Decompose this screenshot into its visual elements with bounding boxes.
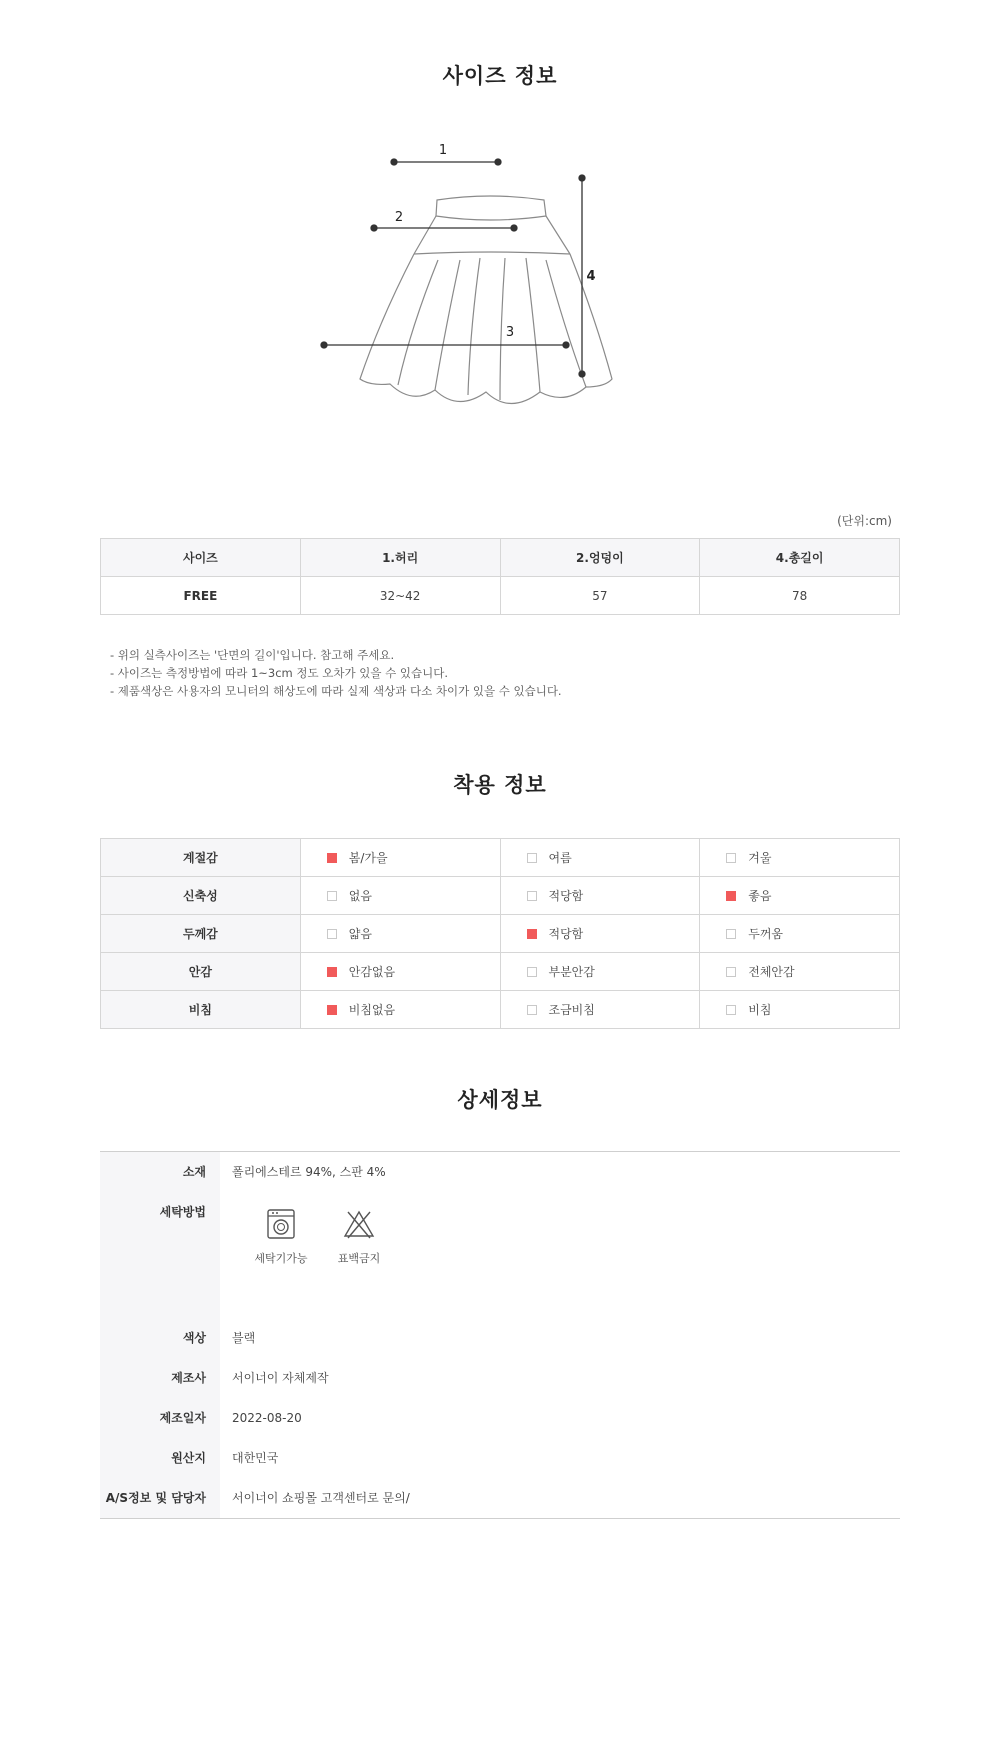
- detail-value: 2022-08-20: [232, 1411, 302, 1425]
- fit-option-label: 좋음: [748, 889, 772, 903]
- fit-option: [300, 839, 500, 877]
- detail-row-as: [100, 1478, 900, 1518]
- detail-row-washing: [100, 1192, 900, 1318]
- fit-option-label: 여름: [548, 851, 572, 865]
- checked-box-icon: [327, 853, 337, 863]
- wash-item: [242, 1208, 320, 1266]
- fit-option: [500, 877, 700, 915]
- detail-label: 제조사: [100, 1358, 220, 1398]
- size-header: 2.엉덩이: [500, 539, 700, 577]
- size-note: - 제품색상은 사용자의 모니터의 해상도에 따라 실제 색상과 다소 차이가 있을 수 있습니다.: [110, 684, 562, 698]
- fit-option: [500, 915, 700, 953]
- detail-value: 대한민국: [232, 1451, 279, 1465]
- detail-label: 원산지: [100, 1438, 220, 1478]
- detail-value: 서이너이 자체제작: [232, 1371, 329, 1385]
- fit-option-label: 비침: [748, 1003, 772, 1017]
- fit-option-label: 전체안감: [748, 965, 795, 979]
- fit-row: [101, 839, 900, 877]
- detail-label: A/S정보 및 담당자: [100, 1478, 220, 1518]
- diagram-label-2: 2: [394, 210, 404, 225]
- fit-option-label: 없음: [348, 889, 372, 903]
- diagram-label-3: 3: [505, 325, 515, 340]
- unchecked-box-icon: [726, 853, 736, 863]
- unchecked-box-icon: [527, 853, 537, 863]
- size-cell: 57: [500, 577, 700, 615]
- checked-box-icon: [327, 967, 337, 977]
- size-cell: 78: [700, 577, 900, 615]
- detail-label: 제조일자: [100, 1398, 220, 1438]
- fit-option-label: 두꺼움: [748, 927, 784, 941]
- diagram-label-4: 4: [586, 269, 596, 284]
- fit-table: [100, 838, 900, 1029]
- size-note: - 위의 실측사이즈는 '단면의 길이'입니다. 참고해 주세요.: [110, 648, 395, 662]
- unchecked-box-icon: [327, 891, 337, 901]
- fit-option: [500, 991, 700, 1029]
- detail-row-maker: [100, 1358, 900, 1398]
- detail-info-title: 상세정보: [457, 1088, 543, 1112]
- fit-option-label: 조금비침: [548, 1003, 595, 1017]
- size-notes: [110, 646, 562, 700]
- detail-label: 색상: [100, 1318, 220, 1358]
- fit-option: [700, 991, 900, 1029]
- table-row: [101, 577, 900, 615]
- fit-option: [700, 839, 900, 877]
- unchecked-box-icon: [527, 891, 537, 901]
- fit-row: [101, 877, 900, 915]
- wash-item-label: 세탁기가능: [254, 1252, 308, 1265]
- wash-item-label: 표백금지: [337, 1252, 381, 1265]
- size-table-header: [101, 539, 900, 577]
- washing-machine-icon: [266, 1208, 296, 1240]
- fit-option-label: 부분안감: [548, 965, 595, 979]
- size-header: 사이즈: [101, 539, 301, 577]
- fit-option-label: 비침없음: [348, 1003, 396, 1017]
- unchecked-box-icon: [726, 929, 736, 939]
- fit-row: [101, 915, 900, 953]
- size-cell: FREE: [101, 577, 301, 615]
- unit-label: (단위:cm): [837, 514, 892, 528]
- unchecked-box-icon: [726, 967, 736, 977]
- checked-box-icon: [527, 929, 537, 939]
- detail-row-material: [100, 1152, 900, 1192]
- size-header: 1.허리: [300, 539, 500, 577]
- no-bleach-icon: [343, 1208, 375, 1240]
- detail-row-origin: [100, 1438, 900, 1478]
- fit-option: [300, 915, 500, 953]
- fit-option: [300, 953, 500, 991]
- fit-row-label: 계절감: [101, 839, 301, 877]
- size-note: - 사이즈는 측정방법에 따라 1~3cm 정도 오차가 있을 수 있습니다.: [110, 666, 449, 680]
- fit-option: [300, 991, 500, 1029]
- fit-option-label: 봄/가을: [348, 851, 388, 865]
- fit-row-label: 안감: [101, 953, 301, 991]
- unchecked-box-icon: [726, 1005, 736, 1015]
- size-cell: 32~42: [300, 577, 500, 615]
- checked-box-icon: [726, 891, 736, 901]
- wash-item: [320, 1208, 398, 1266]
- detail-table: [100, 1151, 900, 1519]
- detail-row-date: [100, 1398, 900, 1438]
- fit-option-label: 겨울: [748, 851, 772, 865]
- fit-info-title: 착용 정보: [453, 773, 547, 797]
- fit-option: [300, 877, 500, 915]
- fit-option: [700, 915, 900, 953]
- diagram-label-1: 1: [438, 143, 448, 158]
- fit-option: [700, 877, 900, 915]
- fit-option-label: 안감없음: [348, 965, 396, 979]
- fit-row-label: 신축성: [101, 877, 301, 915]
- detail-value: 블랙: [232, 1331, 256, 1345]
- fit-option: [700, 953, 900, 991]
- fit-row-label: 두께감: [101, 915, 301, 953]
- skirt-measurement-diagram: [350, 143, 680, 430]
- size-header: 4.총길이: [700, 539, 900, 577]
- unchecked-box-icon: [527, 967, 537, 977]
- unchecked-box-icon: [327, 929, 337, 939]
- detail-label: 소재: [100, 1152, 220, 1192]
- fit-option-label: 적당함: [548, 889, 584, 903]
- fit-option: [500, 839, 700, 877]
- detail-row-color: [100, 1318, 900, 1358]
- size-table: [100, 538, 900, 615]
- fit-option: [500, 953, 700, 991]
- fit-option-label: 적당함: [548, 927, 584, 941]
- wash-methods: [220, 1192, 900, 1318]
- detail-value: 서이너이 쇼핑몰 고객센터로 문의/: [232, 1491, 410, 1505]
- size-info-title: 사이즈 정보: [442, 64, 558, 88]
- fit-row: [101, 991, 900, 1029]
- detail-value: 폴리에스테르 94%, 스판 4%: [232, 1165, 386, 1179]
- checked-box-icon: [327, 1005, 337, 1015]
- detail-label: 세탁방법: [100, 1192, 220, 1318]
- fit-option-label: 얇음: [348, 927, 372, 941]
- fit-row: [101, 953, 900, 991]
- unchecked-box-icon: [527, 1005, 537, 1015]
- fit-row-label: 비침: [101, 991, 301, 1029]
